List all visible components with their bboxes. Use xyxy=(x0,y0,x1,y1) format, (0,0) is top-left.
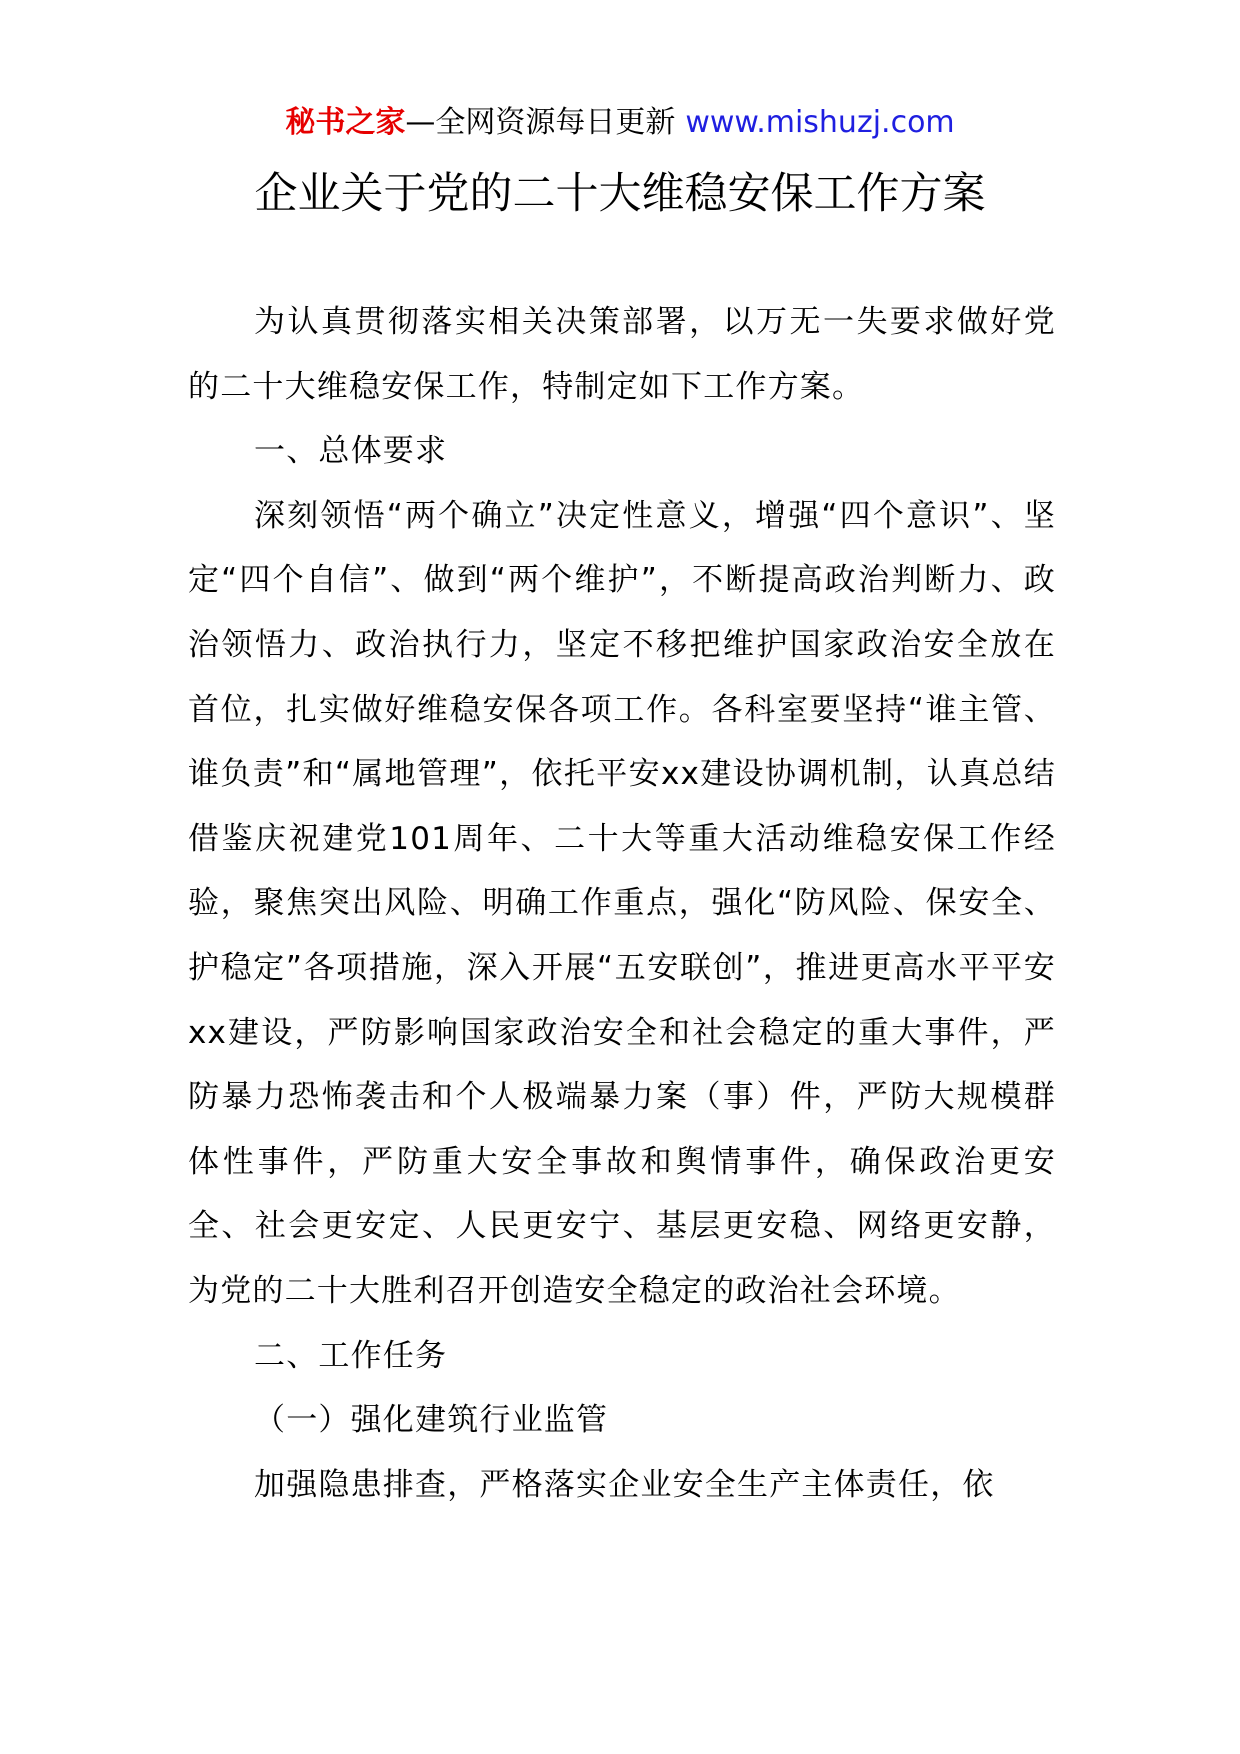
site-url-link[interactable]: www.mishuzj.com xyxy=(685,105,955,140)
document-title: 企业关于党的二十大维稳安保工作方案 xyxy=(254,169,986,219)
header-tagline: —全网资源每日更新 xyxy=(405,105,676,140)
intro-paragraph: 为认真贯彻落实相关决策部署，以万无一失要求做好党的二十大维稳安保工作，特制定如下工作方案。 xyxy=(188,304,1056,405)
section-1-paragraph: 深刻领悟“两个确立”决定性意义，增强“四个意识”、坚定“四个自信”、做到“两个维护”，不断提高政治判断力、政治领悟力、政治执行力，坚定不移把维护国家政治安全放在首位，扎实做好维稳安保各项工作。各科室要坚持“谁主管、谁负责”和“属地管理”，依托平安xx建设协调机制，认真总结借鉴庆祝建党101周年、二十大等重大活动维稳安保工作经验，聚焦突出风险、明确工作重点，强化“防风险、保安全、护稳定”各项措施，深入开展“五安联创”，推进更高水平平安xx建设，严防影响国家政治安全和社会稳定的重大事件，严防暴力恐怖袭击和个人极端暴力案（事）件，严防大规模群体性事件，严防重大安全事故和舆情事件，确保政治更安全、社会更安定、人民更安宁、基层更安稳、网络更安静，为党的二十大胜利召开创造安全稳定的政治社会环境。 xyxy=(188,497,1056,1309)
subsection-1-paragraph: 加强隐患排查，严格落实企业安全生产主体责任，依 xyxy=(254,1466,995,1503)
section-2-heading: 二、工作任务 xyxy=(254,1337,448,1374)
site-header xyxy=(0,101,1240,145)
subsection-1-heading: （一）强化建筑行业监管 xyxy=(254,1402,609,1439)
brand-name: 秘书之家 xyxy=(285,105,406,140)
section-1-heading: 一、总体要求 xyxy=(254,433,448,470)
document-body xyxy=(188,290,1056,1517)
